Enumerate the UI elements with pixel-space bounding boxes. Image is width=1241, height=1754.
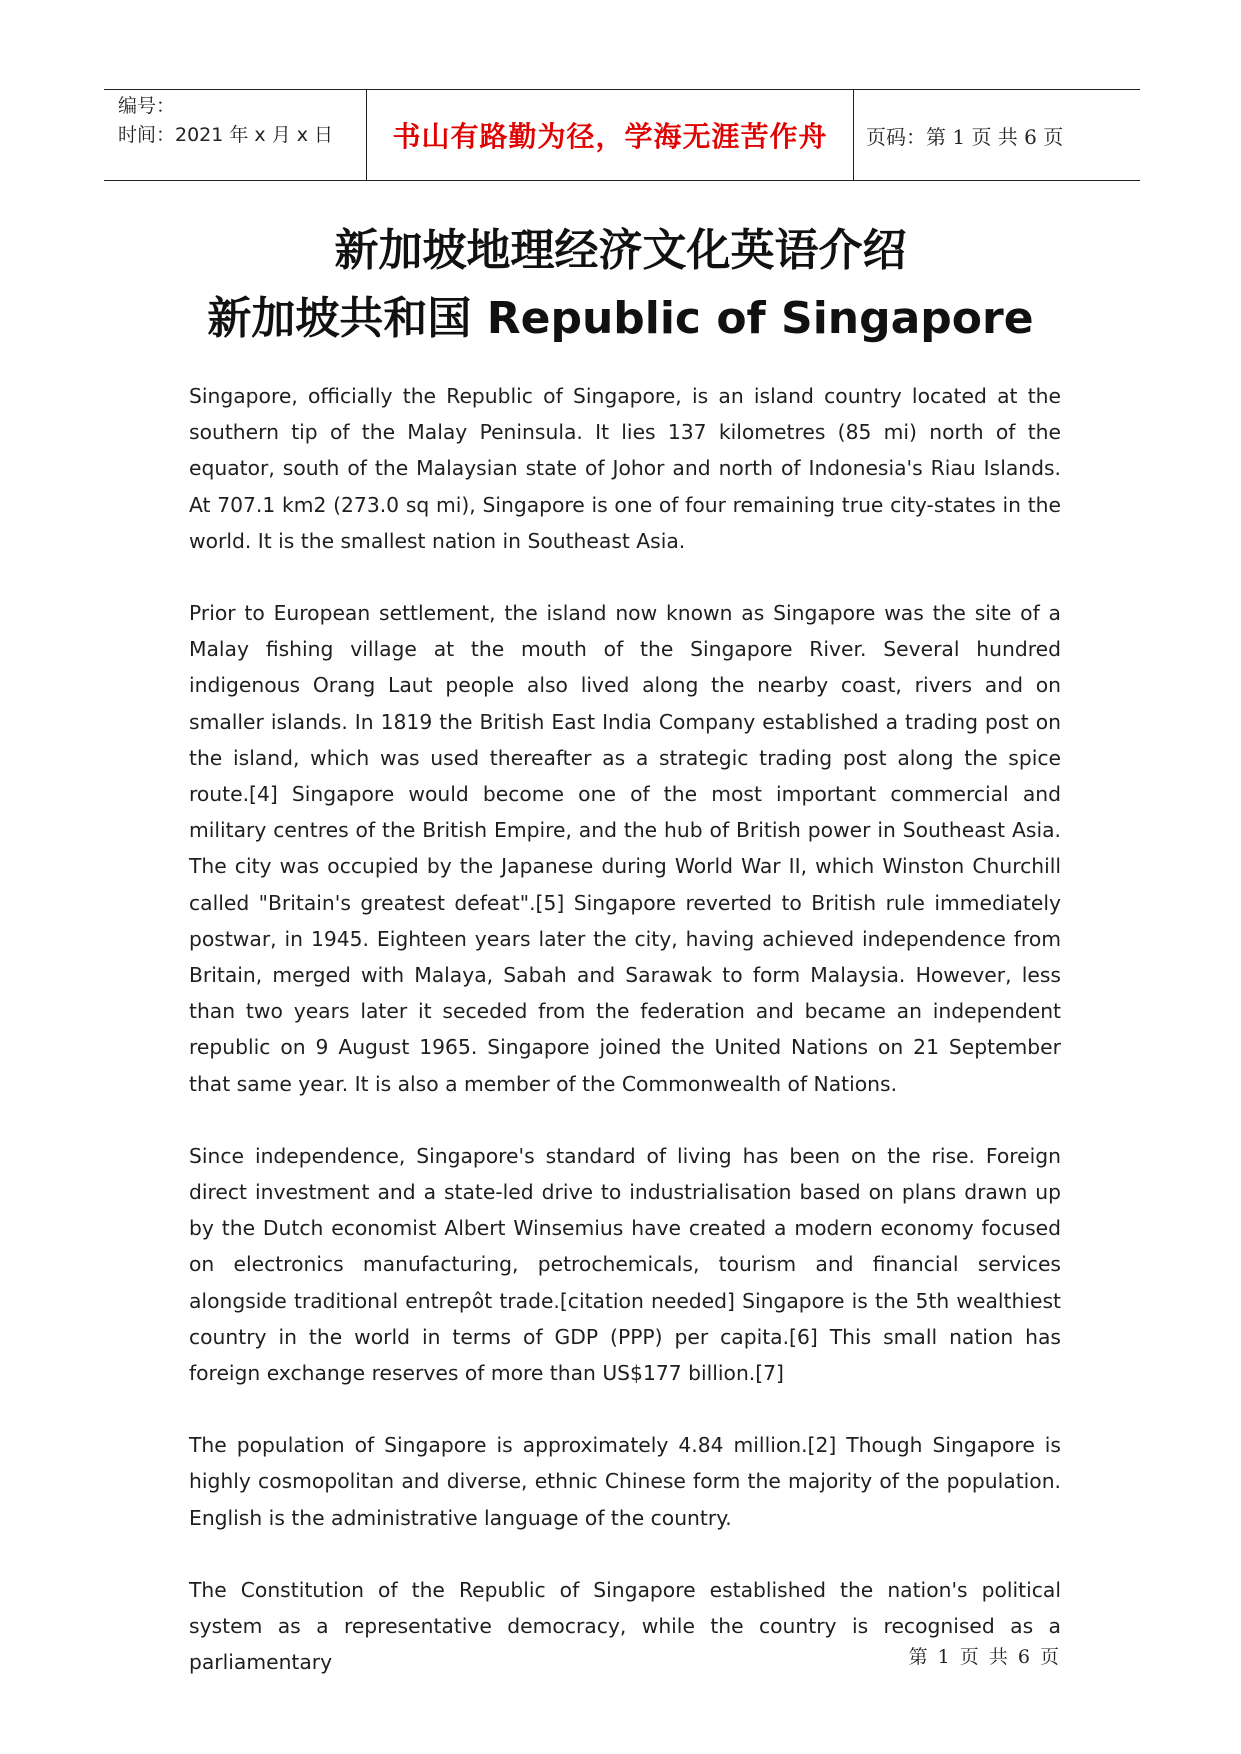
paragraph: Since independence, Singapore's standard of living has been on the rise. Foreign direct investment and a state-led drive to industrialisation based on plans drawn up by the Dutch economist Albert Winsemius have created a modern economy focused on electronics manufacturing, petrochemicals, tourism and financial services alongside traditional entrepôt trade.[citation needed] Singapore is the 5th wealthiest country in the world in terms of GDP (PPP) per capita.[6] This small nation has foreign exchange reserves of more than US$177 billion.[7] <box>189 1143 1061 1386</box>
paragraph: The Constitution of the Republic of Singapore established the nation's political system as a representative democracy, while the country is recognised as a parliamentary <box>189 1577 1061 1675</box>
paragraph: Singapore, officially the Republic of Singapore, is an island country located at the southern tip of the Malay Peninsula. It lies 137 kilometres (85 mi) north of the equator, south of the Malaysian state of Johor and north of Indonesia's Riau Islands. At 707.1 km2 (273.0 sq mi), Singapore is one of four remaining true city-states in the world. It is the smallest nation in Southeast Asia. <box>189 384 1061 553</box>
header-page-info: 页码：第 1 页 共 6 页 <box>866 124 1064 149</box>
paragraph: Prior to European settlement, the island now known as Singapore was the site of a Malay fishing village at the mouth of the Singapore River. Several hundred indigenous Orang Laut people also lived along the nearby coast, rivers and on smaller islands. In 1819 the British East India Company established a trading post on the island, which was used thereafter as a strategic trading post along the spice route.[4] Singapore would become one of the most important commercial and military centres of the British Empire, and the hub of British power in Southeast Asia. The city was occupied by the Japanese during World War II, which Winston Churchill called "Britain's greatest defeat".[5] Singapore reverted to British rule immediately postwar, in 1945. Eighteen years later the city, having achieved independence from Britain, merged with Malaya, Sabah and Sarawak to form Malaysia. However, less than two years later it seceded from the federation and became an independent republic on 9 August 1965. Singapore joined the United Nations on 21 September that same year. It is also a member of the Commonwealth of Nations. <box>189 601 1061 1096</box>
paragraph: The population of Singapore is approximately 4.84 million.[2] Though Singapore is highly cosmopolitan and diverse, ethnic Chinese form the majority of the population. English is the administrative language of the country. <box>189 1433 1061 1530</box>
document-title: 新加坡地理经济文化英语介绍 <box>334 225 907 276</box>
header-motto-cell <box>366 90 854 180</box>
motto: 书山有路勤为径，学海无涯苦作舟 <box>392 120 828 153</box>
header-meta <box>104 90 366 180</box>
document-subtitle: 新加坡共和国 Republic of Singapore <box>207 293 1034 344</box>
header-page-cell <box>854 90 1140 180</box>
footer-page-info: 第 1 页 共 6 页 <box>908 1646 1061 1668</box>
time-label: 时间：2021 年 x 月 x 日 <box>118 124 334 146</box>
number-label: 编号： <box>118 95 176 117</box>
document-body <box>189 378 1061 1717</box>
header-table <box>104 89 1140 181</box>
